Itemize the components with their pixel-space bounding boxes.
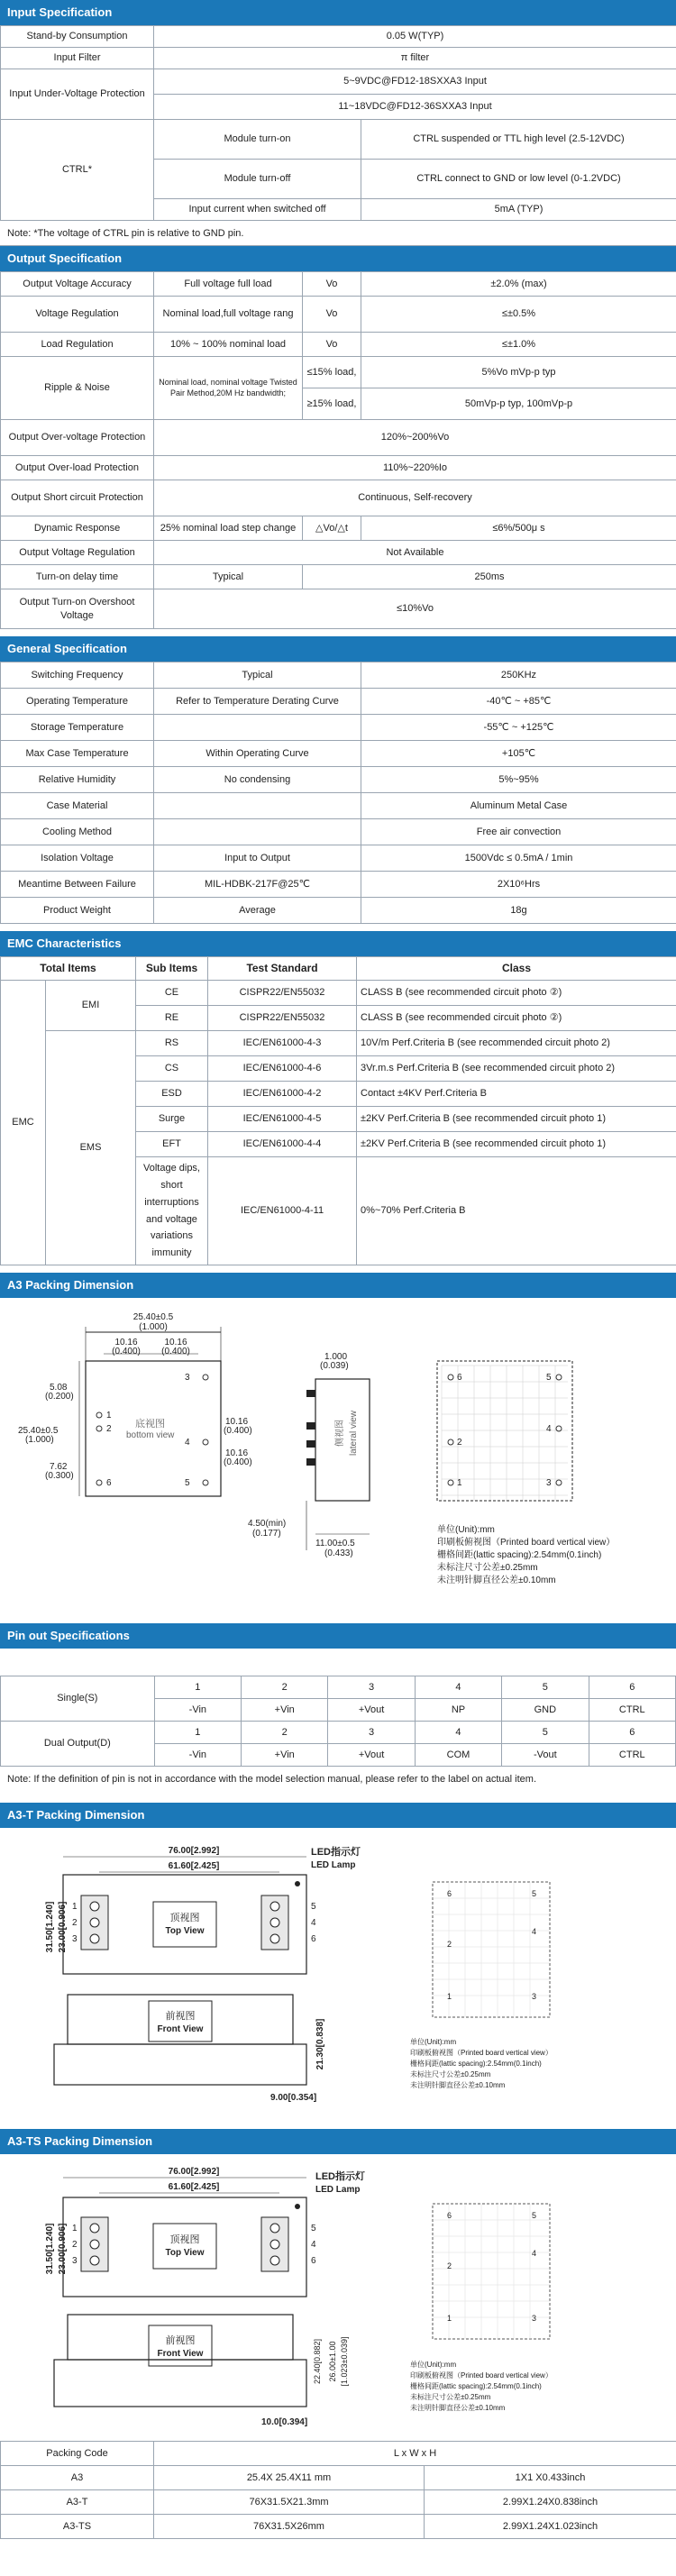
general-label: Meantime Between Failure xyxy=(1,872,154,898)
dynamic-cond: 25% nominal load step change xyxy=(154,516,303,541)
output-spec-header: Output Specification xyxy=(0,246,676,271)
a3t-led-cn: LED指示灯 xyxy=(311,1847,361,1858)
input-note: Note: *The voltage of CTRL pin is relative to GND pin. xyxy=(0,221,676,246)
general-value: Free air convection xyxy=(361,819,676,845)
packing-inch: 2.99X1.24X1.023inch xyxy=(425,2515,676,2539)
general-value: 250KHz xyxy=(361,662,676,689)
a3-note: 未注明针脚直径公差±0.10mm xyxy=(437,1576,556,1585)
general-value: +105℃ xyxy=(361,741,676,767)
a3t-grid-pin: 4 xyxy=(532,1927,537,1936)
ripple-label: Ripple & Noise xyxy=(1,357,154,420)
uvp-label: Input Under-Voltage Protection xyxy=(1,69,154,120)
a3t-note: 单位(Unit):mm xyxy=(410,2038,457,2046)
a3t-packing-header: A3-T Packing Dimension xyxy=(0,1803,676,1828)
a3-packing-header: A3 Packing Dimension xyxy=(0,1273,676,1298)
ems-sub: Voltage dips, short interruptions and voltage variations immunity xyxy=(136,1157,208,1265)
a3-pin-label: 1 xyxy=(106,1411,112,1420)
general-label: Relative Humidity xyxy=(1,767,154,793)
emc-col-total: Total Items xyxy=(1,957,136,981)
a3ts-note: 未注明针脚直径公差±0.10mm xyxy=(410,2404,506,2412)
emi-standard: CISPR22/EN55032 xyxy=(208,1006,357,1031)
emi-sub: CE xyxy=(136,981,208,1006)
ems-sub: Surge xyxy=(136,1107,208,1132)
ctrl-off-value: CTRL connect to GND or low level (0-1.2VDC) xyxy=(361,160,676,199)
single-pin: +Vin xyxy=(242,1699,328,1722)
general-cond: No condensing xyxy=(154,767,361,793)
overshoot-value: ≤10%Vo xyxy=(154,589,676,629)
a3ts-grid-pin: 2 xyxy=(447,2261,452,2270)
a3ts-grid-pin: 3 xyxy=(532,2314,537,2323)
single-pin: NP xyxy=(415,1699,501,1722)
a3ts-packing-drawing xyxy=(0,2154,676,2441)
accuracy-value: ±2.0% (max) xyxy=(361,272,676,297)
emc-col-standard: Test Standard xyxy=(208,957,357,981)
a3-grid-pin: 4 xyxy=(546,1424,552,1434)
emc-col-class: Class xyxy=(357,957,676,981)
regulation-cond: Nominal load,full voltage rang xyxy=(154,297,303,333)
ems-standard: IEC/EN61000-4-4 xyxy=(208,1132,357,1157)
a3-bottom-view: bottom view xyxy=(126,1430,175,1440)
a3ts-note: 印刷板俯视图（Printed board vertical view） xyxy=(410,2371,553,2380)
single-pin: GND xyxy=(502,1699,589,1722)
led-icon xyxy=(295,2204,300,2209)
a3t-dim-76: 76.00[2.992] xyxy=(168,1846,220,1856)
a3ts-top-cn: 顶视图 xyxy=(169,2234,200,2245)
a3t-front: Front View xyxy=(157,2024,204,2034)
single-pin: -Vin xyxy=(154,1699,241,1722)
pinout-header: Pin out Specifications xyxy=(0,1623,676,1649)
pin-number: 3 xyxy=(328,1676,415,1699)
olp-label: Output Over-load Protection xyxy=(1,456,154,480)
uvp-value-1: 5~9VDC@FD12-18SXXA3 Input xyxy=(154,69,676,95)
a3-grid-pin: 2 xyxy=(457,1438,462,1448)
a3t-grid-pin: 6 xyxy=(447,1889,452,1898)
a3ts-dim-315: 31.50[1.240] xyxy=(45,2223,55,2275)
a3ts-pin: 5 xyxy=(311,2224,316,2233)
a3t-top: Top View xyxy=(165,1926,205,1936)
dynamic-value: ≤6%/500μ s xyxy=(361,516,676,541)
ripple-a-value: 5%Vo mVp-p typ xyxy=(361,357,676,388)
ems-sub: EFT xyxy=(136,1132,208,1157)
general-label: Switching Frequency xyxy=(1,662,154,689)
a3t-note: 未标注尺寸公差±0.25mm xyxy=(410,2070,491,2078)
packing-code-table xyxy=(0,2441,676,2539)
general-cond: Typical xyxy=(154,662,361,689)
dual-pin: +Vin xyxy=(242,1744,328,1767)
a3-dim-1016b: 10.16 xyxy=(164,1338,187,1347)
a3-dim-450-in: (0.177) xyxy=(252,1529,281,1539)
packing-mm: 25.4X 25.4X11 mm xyxy=(154,2466,425,2490)
pin-number: 4 xyxy=(415,1722,501,1744)
packing-lwh-header: L x W x H xyxy=(154,2442,676,2466)
pin-number: 1 xyxy=(154,1722,241,1744)
a3ts-front: Front View xyxy=(157,2349,204,2359)
a3t-pin: 2 xyxy=(72,1918,78,1928)
a3ts-top: Top View xyxy=(165,2248,205,2258)
ovp-label: Output Over-voltage Protection xyxy=(1,420,154,456)
general-cond xyxy=(154,715,361,741)
ems-class: 10V/m Perf.Criteria B (see recommended circuit photo 2) xyxy=(357,1031,676,1056)
a3-note: 单位(Unit):mm xyxy=(437,1525,495,1535)
a3-note: 印刷板俯视图（Printed board vertical view） xyxy=(437,1538,616,1548)
a3-grid-pin: 6 xyxy=(457,1373,462,1383)
scp-label: Output Short circuit Protection xyxy=(1,480,154,516)
a3-dim-left: 25.40±0.5 xyxy=(18,1426,59,1436)
accuracy-cond: Full voltage full load xyxy=(154,272,303,297)
a3-lateral-cn: 侧视图 xyxy=(335,1420,345,1447)
general-value: 1500Vdc ≤ 0.5mA / 1min xyxy=(361,845,676,872)
ems-label: EMS xyxy=(46,1031,136,1265)
packing-code: A3-T xyxy=(1,2490,154,2515)
a3ts-note: 单位(Unit):mm xyxy=(410,2361,457,2369)
ripple-b-load: ≥15% load, xyxy=(303,388,361,420)
a3-dim-r2-in: (0.400) xyxy=(224,1457,252,1467)
a3-dim-top-in: (1.000) xyxy=(139,1322,168,1332)
a3t-pin: 1 xyxy=(72,1902,78,1912)
a3t-note: 未注明针脚直径公差±0.10mm xyxy=(410,2081,506,2089)
general-label: Storage Temperature xyxy=(1,715,154,741)
a3t-led: LED Lamp xyxy=(311,1860,356,1870)
single-pin: +Vout xyxy=(328,1699,415,1722)
a3ts-packing-header: A3-TS Packing Dimension xyxy=(0,2129,676,2154)
ovr-label: Output Voltage Regulation xyxy=(1,541,154,565)
general-cond xyxy=(154,819,361,845)
a3ts-dim-76: 76.00[2.992] xyxy=(168,2167,220,2177)
packing-code-header: Packing Code xyxy=(1,2442,154,2466)
pin-number: 5 xyxy=(502,1722,589,1744)
a3t-grid-pin: 5 xyxy=(532,1889,537,1898)
dynamic-unit: △Vo/△t xyxy=(303,516,361,541)
a3-dim-1100-in: (0.433) xyxy=(324,1548,353,1558)
ems-standard: IEC/EN61000-4-6 xyxy=(208,1056,357,1082)
a3-grid-pin: 1 xyxy=(457,1478,462,1488)
packing-mm: 76X31.5X21.3mm xyxy=(154,2490,425,2515)
packing-mm: 76X31.5X26mm xyxy=(154,2515,425,2539)
a3ts-front-cn: 前视图 xyxy=(165,2335,196,2346)
pin-number: 2 xyxy=(242,1722,328,1744)
general-row xyxy=(1,845,676,872)
dual-pin: -Vin xyxy=(154,1744,241,1767)
general-value: -40℃ ~ +85℃ xyxy=(361,689,676,715)
a3-dim-762: 7.62 xyxy=(50,1462,68,1472)
a3-dim-r1-in: (0.400) xyxy=(224,1426,252,1436)
a3t-top-cn: 顶视图 xyxy=(169,1913,200,1923)
general-cond: Within Operating Curve xyxy=(154,741,361,767)
ctrl-on-label: Module turn-on xyxy=(154,120,361,160)
a3ts-note: 栅格间距(lattic spacing):2.54mm(0.1inch) xyxy=(410,2382,542,2390)
pin-number: 6 xyxy=(589,1676,675,1699)
a3ts-dim-230: 23.00[0.906] xyxy=(58,2223,68,2275)
general-label: Case Material xyxy=(1,793,154,819)
general-value: 2X10⁶Hrs xyxy=(361,872,676,898)
general-cond: Input to Output xyxy=(154,845,361,872)
general-row xyxy=(1,898,676,924)
emi-standard: CISPR22/EN55032 xyxy=(208,981,357,1006)
a3ts-dim-616: 61.60[2.425] xyxy=(168,2182,220,2192)
a3ts-led: LED Lamp xyxy=(315,2185,361,2195)
pin-number: 4 xyxy=(415,1676,501,1699)
general-label: Product Weight xyxy=(1,898,154,924)
turnon-cond: Typical xyxy=(154,565,303,589)
a3t-dim-90: 9.00[0.354] xyxy=(270,2093,317,2103)
ems-class: Contact ±4KV Perf.Criteria B xyxy=(357,1082,676,1107)
single-pin: CTRL xyxy=(589,1699,675,1722)
a3-dim-508-in: (0.200) xyxy=(45,1392,74,1402)
emc-header: EMC Characteristics xyxy=(0,931,676,956)
a3t-dim-213: 21.30[0.838] xyxy=(315,2018,325,2070)
general-cond: Average xyxy=(154,898,361,924)
general-row xyxy=(1,741,676,767)
packing-code: A3 xyxy=(1,2466,154,2490)
emi-class: CLASS B (see recommended circuit photo ②) xyxy=(357,1006,676,1031)
dual-label: Dual Output(D) xyxy=(1,1722,155,1767)
load-reg-label: Load Regulation xyxy=(1,333,154,357)
led-icon xyxy=(295,1881,300,1886)
accuracy-unit: Vo xyxy=(303,272,361,297)
a3t-pin: 6 xyxy=(311,1934,316,1944)
ems-class: 3Vr.m.s Perf.Criteria B (see recommended circuit photo 2) xyxy=(357,1056,676,1082)
general-value: Aluminum Metal Case xyxy=(361,793,676,819)
a3-dim-762-in: (0.300) xyxy=(45,1471,74,1481)
dual-pin: +Vout xyxy=(328,1744,415,1767)
accuracy-label: Output Voltage Accuracy xyxy=(1,272,154,297)
a3t-packing-drawing xyxy=(0,1828,676,2129)
standby-value: 0.05 W(TYP) xyxy=(154,26,676,48)
a3-pin-label: 5 xyxy=(185,1478,190,1488)
a3ts-grid-pin: 1 xyxy=(447,2314,452,2323)
a3-dim-left-in: (1.000) xyxy=(25,1435,54,1445)
general-row xyxy=(1,819,676,845)
general-label: Max Case Temperature xyxy=(1,741,154,767)
a3ts-dim-260: 26.00±1.00 xyxy=(328,2341,337,2382)
ems-standard: IEC/EN61000-4-5 xyxy=(208,1107,357,1132)
ems-sub: ESD xyxy=(136,1082,208,1107)
a3-dim-top: 25.40±0.5 xyxy=(132,1312,174,1322)
regulation-value: ≤±0.5% xyxy=(361,297,676,333)
ripple-cond: Nominal load, nominal voltage Twisted Pair Method,20M Hz bandwidth; xyxy=(154,357,303,420)
ripple-a-load: ≤15% load, xyxy=(303,357,361,388)
general-row xyxy=(1,715,676,741)
a3-pin-label: 3 xyxy=(185,1373,190,1383)
packing-inch: 2.99X1.24X0.838inch xyxy=(425,2490,676,2515)
ems-class: ±2KV Perf.Criteria B (see recommended circuit photo 1) xyxy=(357,1107,676,1132)
output-spec-table xyxy=(0,271,676,629)
single-label: Single(S) xyxy=(1,1676,155,1722)
ripple-b-value: 50mVp-p typ, 100mVp-p xyxy=(361,388,676,420)
a3-dim-1000: 1.000 xyxy=(324,1352,348,1362)
general-label: Operating Temperature xyxy=(1,689,154,715)
ems-class: 0%~70% Perf.Criteria B xyxy=(357,1157,676,1265)
a3-dim-r1: 10.16 xyxy=(225,1417,249,1427)
general-row xyxy=(1,872,676,898)
a3ts-dim-100: 10.0[0.394] xyxy=(261,2417,308,2427)
uvp-value-2: 11~18VDC@FD12-36SXXA3 Input xyxy=(154,95,676,120)
ems-class: ±2KV Perf.Criteria B (see recommended circuit photo 1) xyxy=(357,1132,676,1157)
packing-inch: 1X1 X0.433inch xyxy=(425,2466,676,2490)
a3-note: 栅格间距(lattic spacing):2.54mm(0.1inch) xyxy=(437,1550,602,1560)
ems-standard: IEC/EN61000-4-2 xyxy=(208,1082,357,1107)
a3-dim-1016a: 10.16 xyxy=(114,1338,138,1347)
a3t-front-cn: 前视图 xyxy=(165,2011,196,2022)
filter-label: Input Filter xyxy=(1,48,154,69)
a3-grid-pin: 5 xyxy=(546,1373,552,1383)
input-spec-header: Input Specification xyxy=(0,0,676,25)
a3-dim-1016b-in: (0.400) xyxy=(161,1347,190,1357)
general-cond: MIL-HDBK-217F@25℃ xyxy=(154,872,361,898)
a3-bottom-view-cn: 底视图 xyxy=(135,1419,165,1430)
a3t-pin: 3 xyxy=(72,1934,78,1944)
ovp-value: 120%~200%Vo xyxy=(154,420,676,456)
general-label: Cooling Method xyxy=(1,819,154,845)
emi-class: CLASS B (see recommended circuit photo ②) xyxy=(357,981,676,1006)
ems-sub: CS xyxy=(136,1056,208,1082)
pin-number: 6 xyxy=(589,1722,675,1744)
a3-dim-1000-in: (0.039) xyxy=(320,1361,349,1371)
ctrl-current-value: 5mA (TYP) xyxy=(361,199,676,221)
a3ts-grid-pin: 6 xyxy=(447,2211,452,2220)
emi-sub: RE xyxy=(136,1006,208,1031)
ctrl-label: CTRL* xyxy=(1,120,154,221)
dynamic-label: Dynamic Response xyxy=(1,516,154,541)
pinout-table xyxy=(0,1676,676,1767)
dual-pin: -Vout xyxy=(502,1744,589,1767)
load-reg-value: ≤±1.0% xyxy=(361,333,676,357)
input-spec-table xyxy=(0,25,676,221)
general-cond xyxy=(154,793,361,819)
a3-pin-label: 2 xyxy=(106,1424,112,1434)
pinout-note: Note: If the definition of pin is not in accordance with the model selection manual, please refer to the label on actual item. xyxy=(7,1774,537,1785)
a3ts-pin: 6 xyxy=(311,2256,316,2266)
emc-total: EMC xyxy=(1,981,46,1265)
scp-value: Continuous, Self-recovery xyxy=(154,480,676,516)
regulation-label: Voltage Regulation xyxy=(1,297,154,333)
a3t-dim-315: 31.50[1.240] xyxy=(45,1901,55,1953)
ctrl-current-label: Input current when switched off xyxy=(154,199,361,221)
emc-col-sub: Sub Items xyxy=(136,957,208,981)
a3ts-pin: 3 xyxy=(72,2256,78,2266)
load-reg-cond: 10% ~ 100% nominal load xyxy=(154,333,303,357)
general-row xyxy=(1,793,676,819)
olp-value: 110%~220%Io xyxy=(154,456,676,480)
general-label: Isolation Voltage xyxy=(1,845,154,872)
a3ts-pin: 1 xyxy=(72,2224,78,2233)
a3ts-grid-pin: 5 xyxy=(532,2211,537,2220)
ovr-value: Not Available xyxy=(154,541,676,565)
a3-dim-508: 5.08 xyxy=(50,1383,68,1393)
a3-dim-r2: 10.16 xyxy=(225,1448,249,1458)
a3t-note: 栅格间距(lattic spacing):2.54mm(0.1inch) xyxy=(410,2060,542,2068)
pin-number: 1 xyxy=(154,1676,241,1699)
a3t-pin: 4 xyxy=(311,1918,316,1928)
a3ts-dim-260-in: [1.023±0.039] xyxy=(340,2336,349,2387)
a3t-pin: 5 xyxy=(311,1902,316,1912)
general-value: 5%~95% xyxy=(361,767,676,793)
pin-number: 5 xyxy=(502,1676,589,1699)
ems-standard: IEC/EN61000-4-11 xyxy=(208,1157,357,1265)
a3-lateral: lateral view xyxy=(349,1410,359,1457)
a3ts-note: 未标注尺寸公差±0.25mm xyxy=(410,2393,491,2401)
a3-dim-1016a-in: (0.400) xyxy=(112,1347,141,1357)
a3ts-dim-224: 22.40[0.882] xyxy=(313,2338,322,2385)
a3-dim-450: 4.50(min) xyxy=(248,1519,287,1529)
standby-label: Stand-by Consumption xyxy=(1,26,154,48)
regulation-unit: Vo xyxy=(303,297,361,333)
a3ts-grid-pin: 4 xyxy=(532,2249,537,2258)
a3t-grid-pin: 1 xyxy=(447,1992,452,2001)
general-spec-header: General Specification xyxy=(0,636,676,662)
a3t-grid-pin: 2 xyxy=(447,1940,452,1949)
a3t-grid-pin: 3 xyxy=(532,1992,537,2001)
packing-code: A3-TS xyxy=(1,2515,154,2539)
a3-pin-label: 6 xyxy=(106,1478,112,1488)
general-row xyxy=(1,662,676,689)
a3t-note: 印刷板俯视图（Printed board vertical view） xyxy=(410,2049,553,2057)
dual-pin: COM xyxy=(415,1744,501,1767)
turnon-value: 250ms xyxy=(303,565,676,589)
ctrl-on-value: CTRL suspended or TTL high level (2.5-12VDC) xyxy=(361,120,676,160)
general-row xyxy=(1,689,676,715)
pin-number: 2 xyxy=(242,1676,328,1699)
general-value: -55℃ ~ +125℃ xyxy=(361,715,676,741)
filter-value: π filter xyxy=(154,48,676,69)
general-row xyxy=(1,767,676,793)
a3ts-pin: 4 xyxy=(311,2240,316,2250)
a3-grid-pin: 3 xyxy=(546,1478,552,1488)
load-reg-unit: Vo xyxy=(303,333,361,357)
overshoot-label: Output Turn-on Overshoot Voltage xyxy=(1,589,154,629)
ctrl-off-label: Module turn-off xyxy=(154,160,361,199)
general-cond: Refer to Temperature Derating Curve xyxy=(154,689,361,715)
a3ts-pin: 2 xyxy=(72,2240,78,2250)
a3-dim-1100: 11.00±0.5 xyxy=(315,1539,355,1548)
emc-table xyxy=(0,956,676,1265)
ems-standard: IEC/EN61000-4-3 xyxy=(208,1031,357,1056)
ems-sub: RS xyxy=(136,1031,208,1056)
emi-label: EMI xyxy=(46,981,136,1031)
a3t-dim-616: 61.60[2.425] xyxy=(168,1861,220,1871)
a3-pin-label: 4 xyxy=(185,1438,190,1448)
a3ts-led-cn: LED指示灯 xyxy=(315,2171,365,2182)
general-spec-table xyxy=(0,662,676,924)
turnon-label: Turn-on delay time xyxy=(1,565,154,589)
a3-note: 未标注尺寸公差±0.25mm xyxy=(437,1563,538,1573)
dual-pin: CTRL xyxy=(589,1744,675,1767)
pin-number: 3 xyxy=(328,1722,415,1744)
a3t-dim-230: 23.00[0.906] xyxy=(58,1901,68,1953)
a3-packing-drawing xyxy=(0,1298,676,1623)
general-value: 18g xyxy=(361,898,676,924)
